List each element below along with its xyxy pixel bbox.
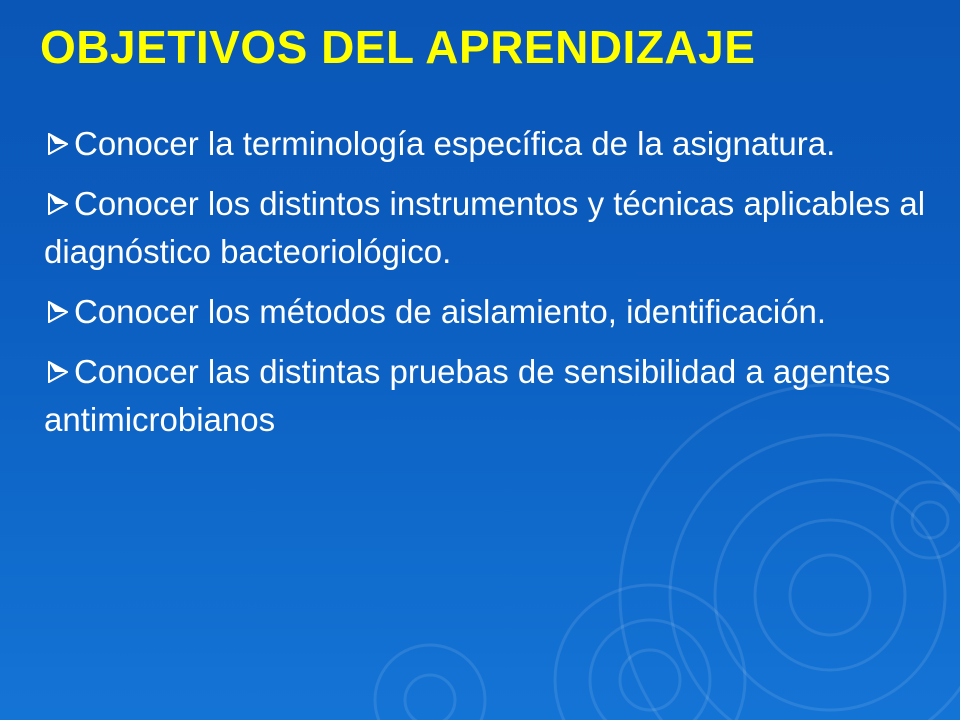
bullet-text: Conocer los métodos de aislamiento, identificación. [74, 293, 827, 330]
bullet-text: Conocer las distintas pruebas de sensibilidad a agentes antimicrobianos [44, 353, 891, 438]
arrowhead-bullet-icon [48, 361, 68, 383]
arrowhead-bullet-icon [48, 193, 68, 215]
bullet-item [44, 348, 934, 444]
arrowhead-bullet-icon [48, 301, 68, 323]
bullet-text: Conocer los distintos instrumentos y técnicas aplicables al diagnóstico bacteoriológico. [44, 185, 926, 270]
slide-title: OBJETIVOS DEL APRENDIZAJE [40, 21, 756, 73]
bullet-list [44, 120, 934, 456]
bullet-item [44, 288, 934, 336]
arrowhead-bullet-icon [48, 133, 68, 155]
bullet-item [44, 120, 934, 168]
bullet-item [44, 180, 934, 276]
bullet-text: Conocer la terminología específica de la asignatura. [74, 125, 836, 162]
